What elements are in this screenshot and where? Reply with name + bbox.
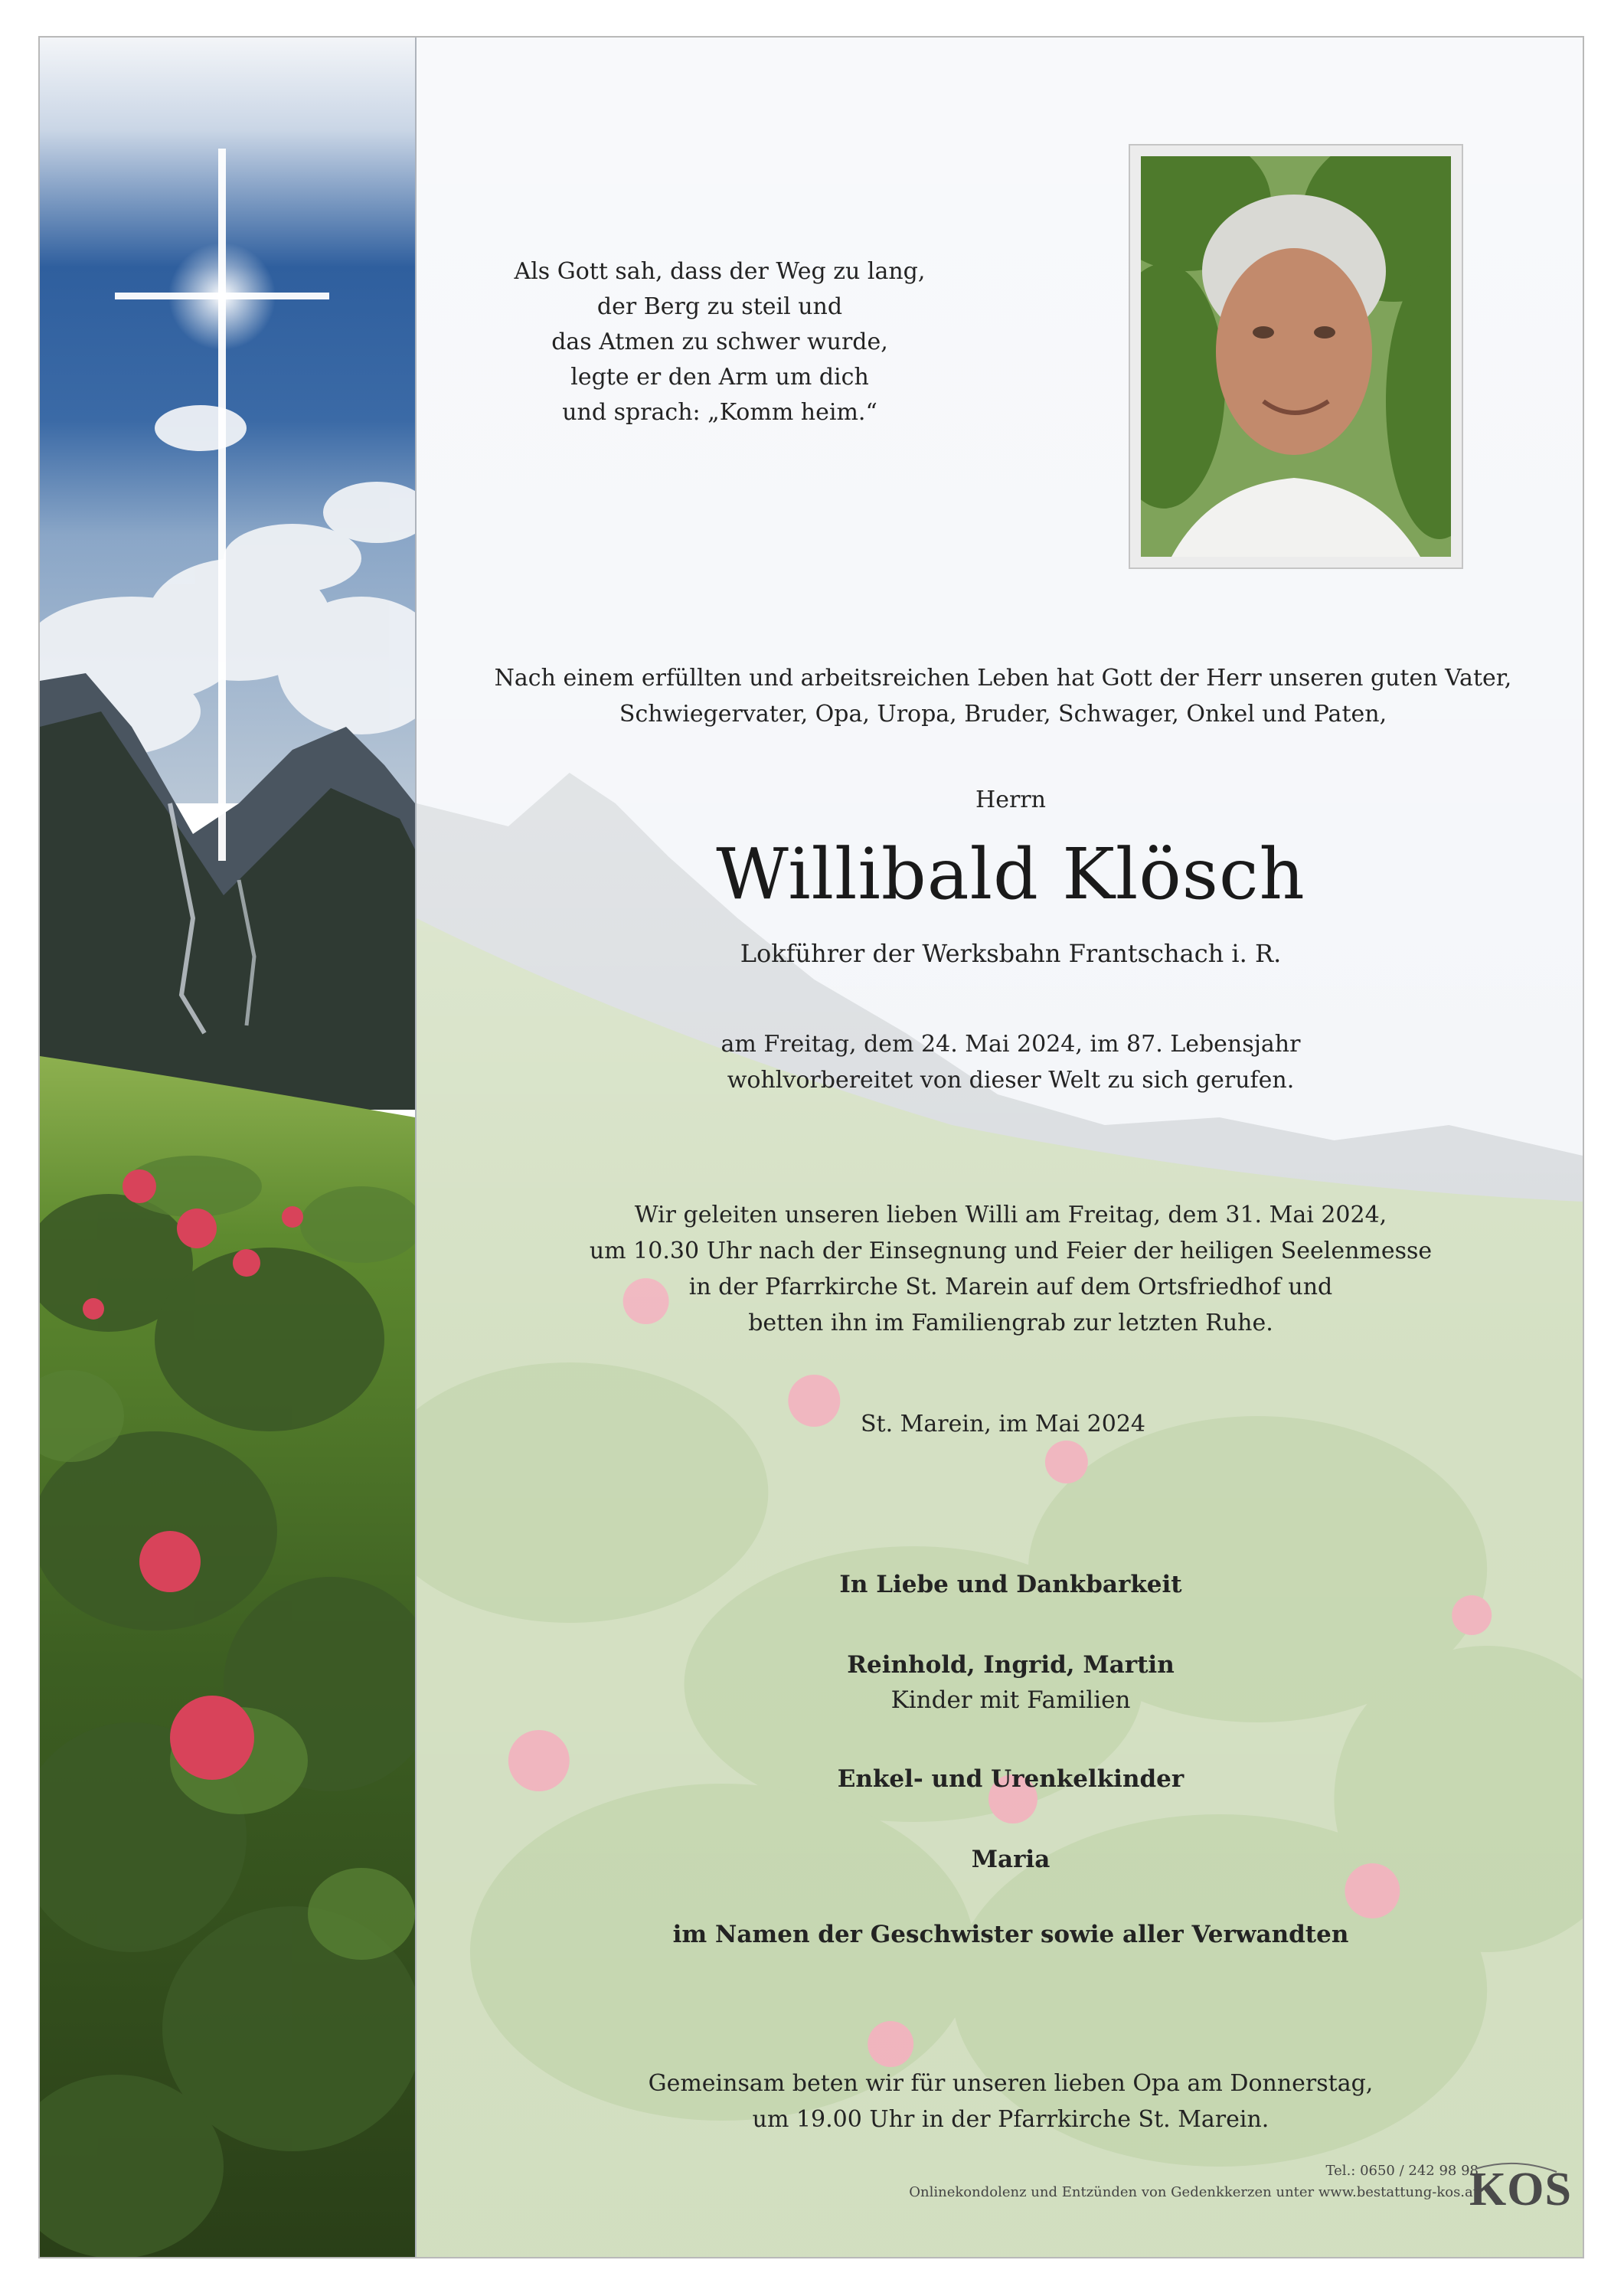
- partner-name: Maria: [971, 1846, 1051, 1873]
- prayer-notice: [536, 2065, 1485, 2137]
- death-line: wohlvorbereitet von dieser Welt zu sich gerufen.: [727, 1067, 1295, 1094]
- prayer-line: um 19.00 Uhr in der Pfarrkirche St. Marein.: [752, 2106, 1269, 2133]
- poem-line: legte er den Arm um dich: [570, 364, 869, 391]
- occupation: Lokführer der Werksbahn Frantschach i. R.: [740, 939, 1282, 968]
- poem: [490, 254, 949, 430]
- place-date: St. Marein, im Mai 2024: [860, 1411, 1146, 1437]
- poem-line: und sprach: „Komm heim.“: [562, 399, 877, 426]
- prayer-line: Gemeinsam beten wir für unseren lieben Opa am Donnerstag,: [648, 2070, 1374, 2097]
- children-note: Kinder mit Familien: [890, 1686, 1131, 1714]
- landscape-strip: [40, 38, 417, 2257]
- death-line: am Freitag, dem 24. Mai 2024, im 87. Lebensjahr: [721, 1031, 1301, 1058]
- intro-text: [429, 660, 1577, 732]
- deceased-name: Willibald Klösch: [716, 833, 1305, 915]
- grandchildren: Enkel- und Urenkelkinder: [837, 1765, 1185, 1793]
- intro-line: Nach einem erfüllten und arbeitsreichen Leben hat Gott der Herr unseren guten Vater,: [494, 665, 1512, 692]
- mountain-landscape-image: [40, 38, 415, 2257]
- funeral-line: in der Pfarrkirche St. Marein auf dem Ortsfriedhof und: [688, 1274, 1333, 1300]
- funeral-line: Wir geleiten unseren lieben Willi am Freitag, dem 31. Mai 2024,: [634, 1202, 1387, 1228]
- portrait-image: [1141, 156, 1451, 557]
- funeral-line: um 10.30 Uhr nach der Einsegnung und Feier der heiligen Seelenmesse: [589, 1238, 1433, 1264]
- funeral-details: [475, 1197, 1547, 1341]
- intro-line: Schwiegervater, Opa, Uropa, Bruder, Schwager, Onkel und Paten,: [619, 701, 1387, 728]
- poem-line: Als Gott sah, dass der Weg zu lang,: [514, 258, 926, 285]
- footer-phone: Tel.: 0650 / 242 98 98: [1325, 2163, 1479, 2179]
- portrait-photo: [1129, 144, 1463, 569]
- logo-text: KOS: [1469, 2164, 1572, 2216]
- funeral-line: betten ihn im Familiengrab zur letzten Ruhe.: [748, 1310, 1273, 1336]
- mourners-heading: In Liebe und Dankbarkeit: [839, 1571, 1182, 1598]
- death-notice: [582, 1026, 1439, 1098]
- poem-line: der Berg zu steil und: [596, 293, 843, 320]
- poem-line: das Atmen zu schwer wurde,: [551, 329, 888, 355]
- salutation: Herrn: [975, 787, 1046, 813]
- footer-website-note: Onlinekondolenz und Entzünden von Gedenkkerzen unter www.bestattung-kos.at: [909, 2184, 1479, 2200]
- footer-info: [909, 2160, 1479, 2203]
- siblings-relatives: im Namen der Geschwister sowie aller Verwandten: [672, 1921, 1349, 1948]
- children-block: [536, 1647, 1485, 1718]
- kos-logo: [1469, 2161, 1572, 2216]
- children-names: Reinhold, Ingrid, Martin: [847, 1651, 1175, 1679]
